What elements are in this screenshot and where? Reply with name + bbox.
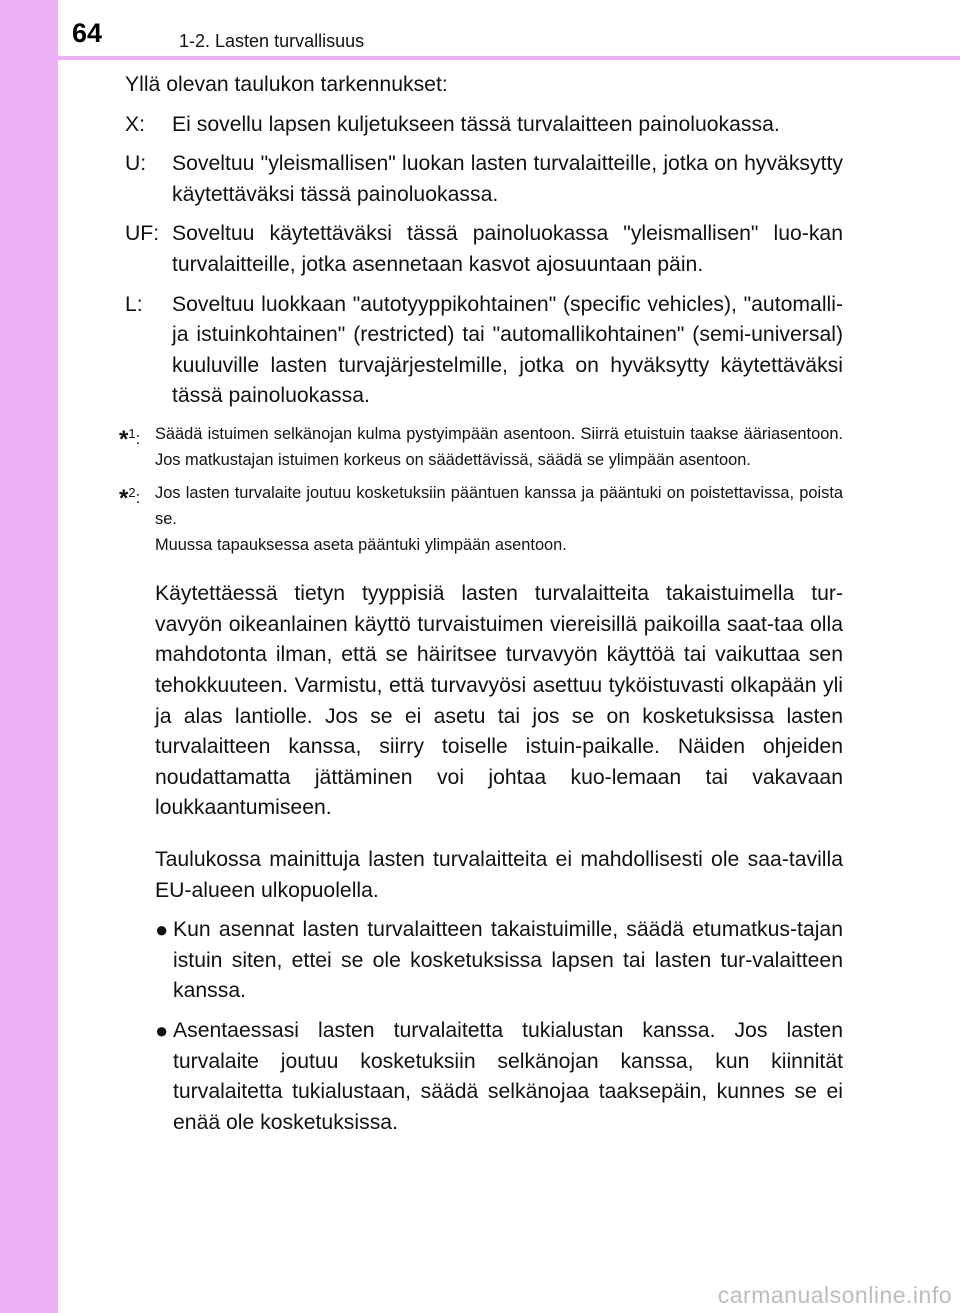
- definition-text: Soveltuu käytettäväksi tässä painoluokassa "yleismallisen" luo-kan turvalaitteille, jotka asennetaan kasvot ajosuuntaan päin.: [172, 222, 843, 276]
- footnote-text: Säädä istuimen selkänojan kulma pystyimpään asentoon. Siirrä etuistuin taakse ääriasentoon. Jos matkustajan istuimen korkeus on säädettävissä, säädä se ylimpään asentoon.: [155, 424, 843, 469]
- page-sidebar: [0, 0, 58, 1313]
- bullet-item: [155, 1016, 843, 1138]
- definition-text: Soveltuu luokkaan "autotyyppikohtainen" (specific vehicles), "automalli- ja istuinkohtainen" (restricted) tai "automallikohtainen" (semi-universal) kuuluville lasten turvajärjestelmille, jotka on hyväksytty käytettäväksi tässä painoluokassa.: [172, 292, 843, 408]
- footnote-marker: *$^2$:: [119, 484, 141, 512]
- body-paragraph: Taulukossa mainittuja lasten turvalaitteita ei mahdollisesti ole saa-tavilla EU-alueen ulkopuolella.: [155, 848, 843, 902]
- intro-text: Yllä olevan taulukon tarkennukset:: [125, 73, 448, 96]
- bullet-text: Asentaessasi lasten turvalaitetta tukialustan kanssa. Jos lasten turvalaite joutuu kosketuksiin selkänojan kanssa, kun kiinnität turvalaitetta tukialustaan, säädä selkänojaa taaksepäin, kunnes se ei enää ole kosketuksissa.: [173, 1019, 843, 1134]
- bullet-item: [155, 915, 843, 1007]
- footnote-1: [119, 421, 843, 473]
- definition-x: [125, 110, 843, 141]
- definition-l: [125, 290, 843, 412]
- bullet-icon: ●: [155, 917, 169, 943]
- definition-term: UF:: [125, 222, 160, 246]
- watermark: carmanualsonline.info: [717, 1282, 952, 1308]
- footnote-2: [119, 480, 843, 558]
- definition-text: Soveltuu "yleismallisen" luokan lasten turvalaitteille, jotka on hyväksytty käytettäväksi tässä painoluokassa.: [172, 152, 843, 206]
- definition-term: L:: [125, 292, 143, 316]
- bullet-icon: ●: [155, 1018, 169, 1044]
- body-paragraph: Käytettäessä tietyn tyyppisiä lasten turvalaitteita takaistuimella tur-vavyön oikeanlainen käyttö turvaistuimen viereisillä paikoilla saat-taa olla mahdotonta ilman, että se häiritsee turvavyön käyttöä tai vaikuttaa sen tehokkuuteen. Varmistu, että turvavyösi asettuu tyköistuvasti olkapään yli ja alas lantiolle. Jos se ei asetu tai jos se on kosketuksissa lasten turvalaitteen kanssa, siirry toiselle istuin-paikalle. Näiden ohjeiden noudattamatta jättäminen voi johtaa kuo-lemaan tai vakavaan loukkaantumiseen.: [155, 582, 843, 820]
- section-title: 1-2. Lasten turvallisuus: [179, 31, 365, 51]
- definition-term: X:: [125, 112, 146, 136]
- page-content: [119, 70, 843, 1147]
- page-number: 64: [72, 18, 103, 48]
- definition-u: [125, 149, 843, 210]
- footnote-text: Jos lasten turvalaite joutuu kosketuksiin pääntuen kanssa ja pääntuki on poistettavissa, poista se. Muussa tapauksessa aseta pääntuki ylimpään asentoon.: [155, 483, 843, 554]
- bullet-text: Kun asennat lasten turvalaitteen takaistuimille, säädä etumatkus-tajan istuin siten, ettei se ole kosketuksissa lapsen tai lasten tur-valaitteen kanssa.: [173, 918, 843, 1003]
- footnote-marker: *$^1$:: [119, 425, 141, 453]
- definition-uf: [125, 219, 843, 280]
- definition-term: U:: [125, 152, 147, 176]
- definition-text: Ei sovellu lapsen kuljetukseen tässä turvalaitteen painoluokassa.: [172, 112, 780, 136]
